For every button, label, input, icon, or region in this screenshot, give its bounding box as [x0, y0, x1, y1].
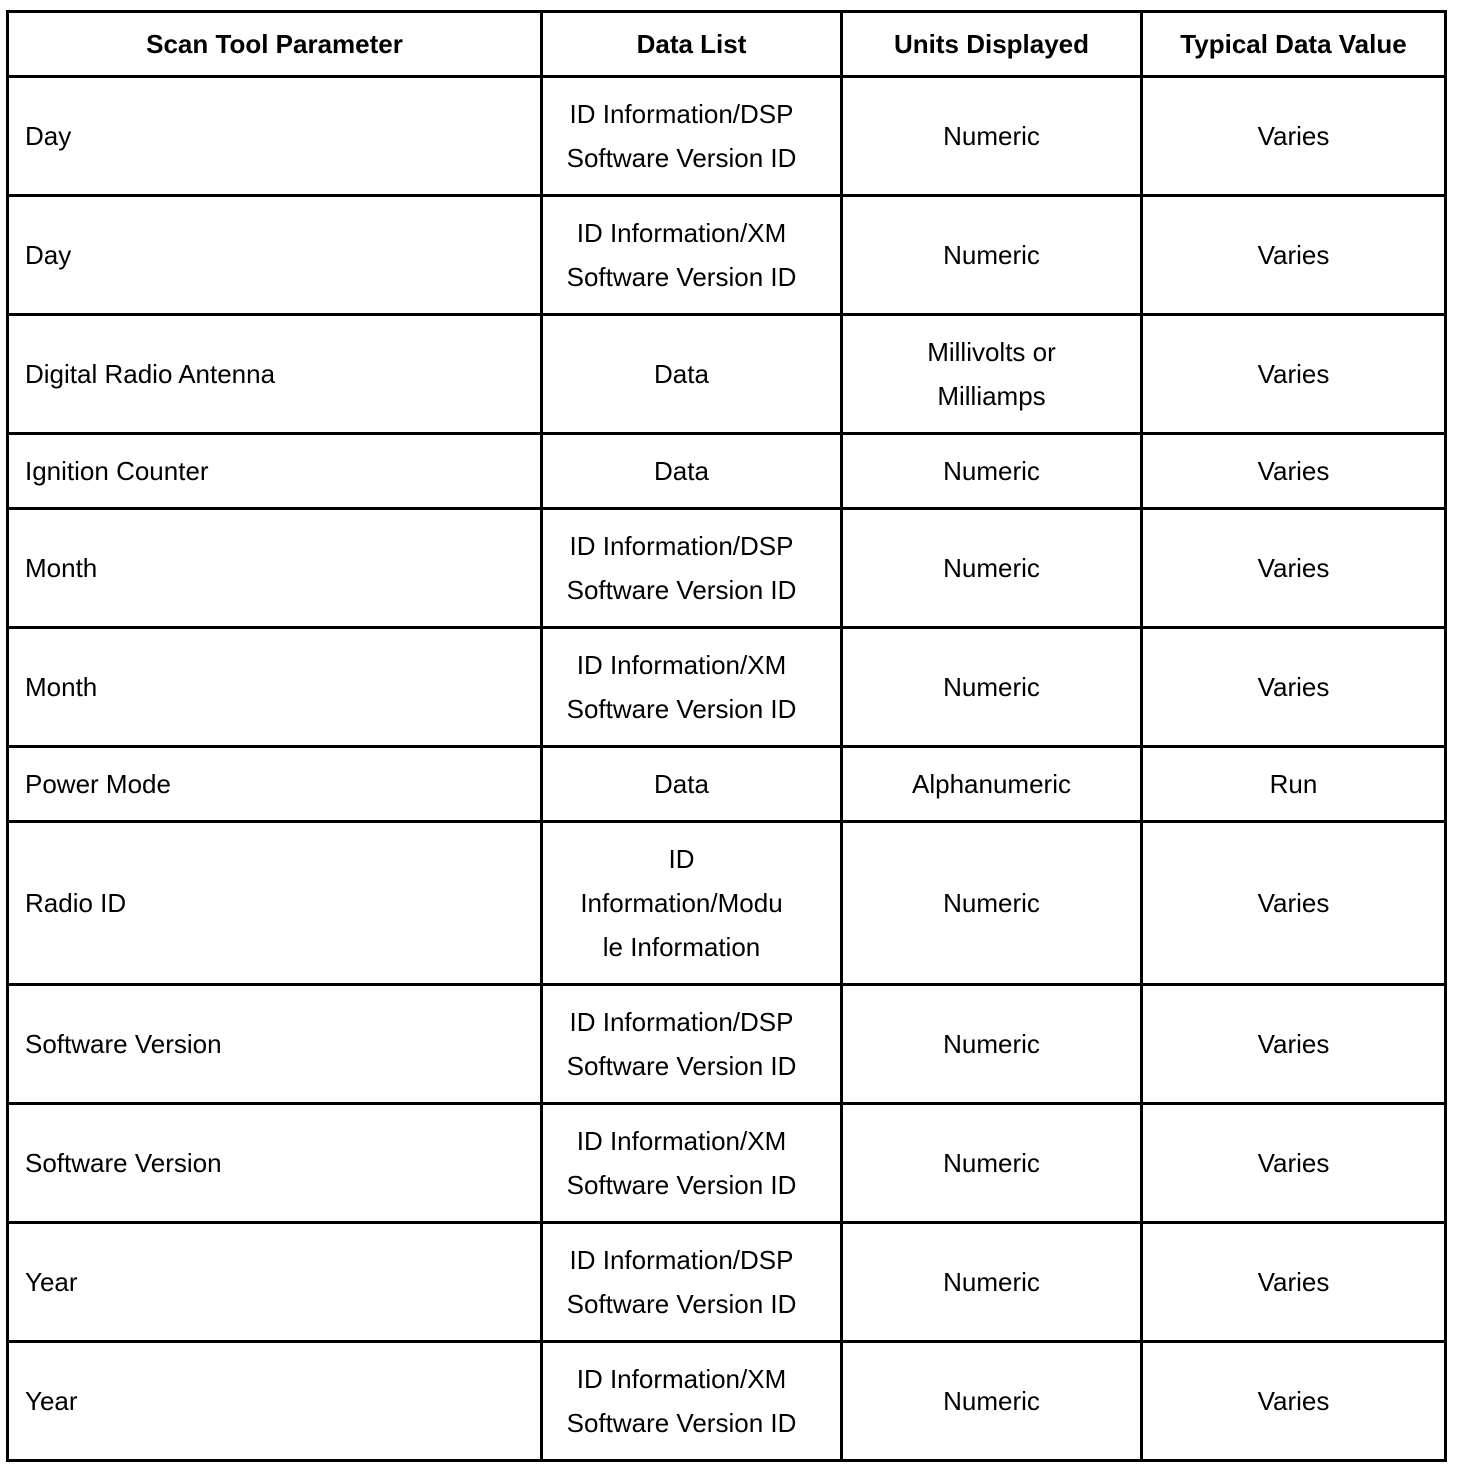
data-list-cell: ID Information/XM Software Version ID — [542, 196, 842, 315]
header-data-list: Data List — [542, 12, 842, 77]
units-cell: Numeric — [842, 822, 1142, 985]
data-list-cell: ID Information/DSP Software Version ID — [542, 1223, 842, 1342]
typical-value-cell: Varies — [1142, 822, 1446, 985]
typical-value-cell: Varies — [1142, 1223, 1446, 1342]
units-cell: Numeric — [842, 628, 1142, 747]
data-list-cell: ID Information/Modu le Information — [542, 822, 842, 985]
typical-value-cell: Varies — [1142, 77, 1446, 196]
typical-value-cell: Varies — [1142, 509, 1446, 628]
table-header-row — [8, 12, 1446, 77]
table-row — [8, 315, 1446, 434]
header-typical-data-value: Typical Data Value — [1142, 12, 1446, 77]
table-row — [8, 1104, 1446, 1223]
table-row — [8, 434, 1446, 509]
parameter-cell: Month — [8, 509, 542, 628]
units-cell: Numeric — [842, 196, 1142, 315]
data-list-cell: Data — [542, 434, 842, 509]
units-cell: Numeric — [842, 509, 1142, 628]
parameter-cell: Software Version — [8, 985, 542, 1104]
data-list-cell: ID Information/DSP Software Version ID — [542, 509, 842, 628]
header-scan-tool-parameter: Scan Tool Parameter — [8, 12, 542, 77]
typical-value-cell: Varies — [1142, 985, 1446, 1104]
units-cell: Alphanumeric — [842, 747, 1142, 822]
typical-value-cell: Varies — [1142, 315, 1446, 434]
data-list-cell: ID Information/XM Software Version ID — [542, 628, 842, 747]
units-cell: Millivolts or Milliamps — [842, 315, 1142, 434]
parameter-cell: Radio ID — [8, 822, 542, 985]
typical-value-cell: Varies — [1142, 434, 1446, 509]
table-row — [8, 77, 1446, 196]
data-list-cell: ID Information/DSP Software Version ID — [542, 77, 842, 196]
parameter-cell: Day — [8, 77, 542, 196]
table-row — [8, 1223, 1446, 1342]
parameter-cell: Digital Radio Antenna — [8, 315, 542, 434]
table-row — [8, 985, 1446, 1104]
units-cell: Numeric — [842, 1342, 1142, 1461]
header-units-displayed: Units Displayed — [842, 12, 1142, 77]
data-list-cell: Data — [542, 747, 842, 822]
table-row — [8, 1342, 1446, 1461]
table-row — [8, 822, 1446, 985]
table-row — [8, 628, 1446, 747]
parameter-cell: Year — [8, 1223, 542, 1342]
units-cell: Numeric — [842, 1223, 1142, 1342]
units-cell: Numeric — [842, 1104, 1142, 1223]
table-row — [8, 509, 1446, 628]
units-cell: Numeric — [842, 77, 1142, 196]
parameter-cell: Year — [8, 1342, 542, 1461]
units-cell: Numeric — [842, 985, 1142, 1104]
table-row — [8, 196, 1446, 315]
parameter-cell: Ignition Counter — [8, 434, 542, 509]
typical-value-cell: Varies — [1142, 628, 1446, 747]
parameter-cell: Day — [8, 196, 542, 315]
parameter-cell: Software Version — [8, 1104, 542, 1223]
data-list-cell: ID Information/DSP Software Version ID — [542, 985, 842, 1104]
table-row — [8, 747, 1446, 822]
units-cell: Numeric — [842, 434, 1142, 509]
typical-value-cell: Varies — [1142, 1104, 1446, 1223]
typical-value-cell: Varies — [1142, 1342, 1446, 1461]
scan-tool-data-table — [6, 10, 1447, 1462]
data-list-cell: ID Information/XM Software Version ID — [542, 1104, 842, 1223]
data-list-cell: Data — [542, 315, 842, 434]
parameter-cell: Month — [8, 628, 542, 747]
typical-value-cell: Varies — [1142, 196, 1446, 315]
parameter-cell: Power Mode — [8, 747, 542, 822]
data-list-cell: ID Information/XM Software Version ID — [542, 1342, 842, 1461]
typical-value-cell: Run — [1142, 747, 1446, 822]
